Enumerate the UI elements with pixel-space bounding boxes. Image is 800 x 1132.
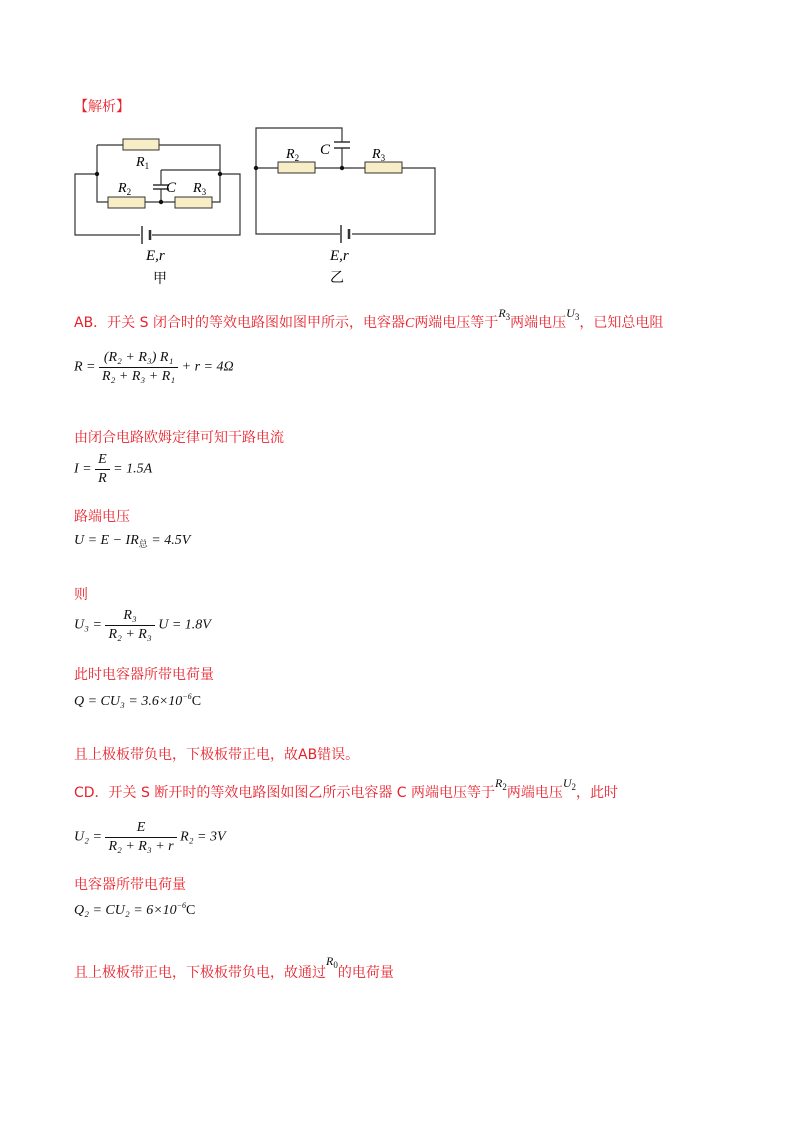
svg-text:R3: $R_3$ [372,147,386,163]
line-charge-1: 此时电容器所带电荷量 [74,667,214,683]
equation-current: I = $\frac{E}{R}$ = 1.5A [74,452,153,486]
resistor-r2 [108,197,145,208]
resistor-r3 [175,197,212,208]
paragraph-last: 且上极板带正电，下极板带负电，故通过$R_0$的电荷量 [74,954,394,981]
svg-text:E,r: E,r [330,248,349,264]
svg-text:E,r: E,r [146,248,165,264]
svg-text:R3: $R_3$ [193,181,207,197]
resistor-r2 [278,162,315,173]
equation-charge-2: $Q_2 = CU_2 = 6\times 10^{-6}C$ [74,901,196,918]
svg-text:甲: 甲 [153,272,167,287]
svg-text:C: C [166,180,177,196]
svg-text:R2: $R_2$ [118,181,132,197]
resistor-r3 [365,162,402,173]
svg-text:R2: $R_2$ [286,147,300,163]
line-current: 由闭合电路欧姆定律可知干路电流 [74,430,284,446]
paragraph-cd: CD．开关 S 断开时的等效电路图如图乙所示电容器 C 两端电压等于$R_2$两端电压$U_2$，此时 [74,776,619,801]
circuit-diagram-yi [250,124,440,290]
svg-text:C: C [320,142,331,158]
line-terminal-voltage: 路端电压 [74,509,130,525]
equation-total-resistance: R = $\frac{\text{(R₂ + R₃) R₁}}{\text{R₂ + R₃ + R₁}}$ + r = 4Ω [74,350,234,384]
resistor-r1 [123,139,159,150]
svg-text:R1: $R_1$ [136,155,150,171]
equation-u3: U₃ = $\frac{\text{R₃}}{\text{R₂ + R₃}}$ U = 1.8V [74,608,211,642]
equation-charge-1: $Q = CU_3 = 3.6\times 10^{-6}C$ [74,692,202,709]
line-polarity-1: 且上极板带负电，下极板带正电，故AB错误。 [74,747,360,763]
paragraph-ab: AB．开关 S 闭合时的等效电路图如图甲所示，电容器C两端电压等于$R_3$两端电压$U_3$，已知总电阻 [74,306,664,331]
line-then: 则 [74,587,88,603]
equation-terminal-voltage: $U = E - IR_总 = 4.5V$ [74,533,191,550]
equation-u2: U₂ = $\frac{E}{\text{R₂ + R₃ + r}}$ R₂ = 3V [74,820,226,854]
line-charge-2: 电容器所带电荷量 [74,877,186,893]
circuit-diagram-jia [70,130,250,290]
svg-text:乙: 乙 [330,271,344,286]
section-title: 【解析】 [74,99,130,115]
